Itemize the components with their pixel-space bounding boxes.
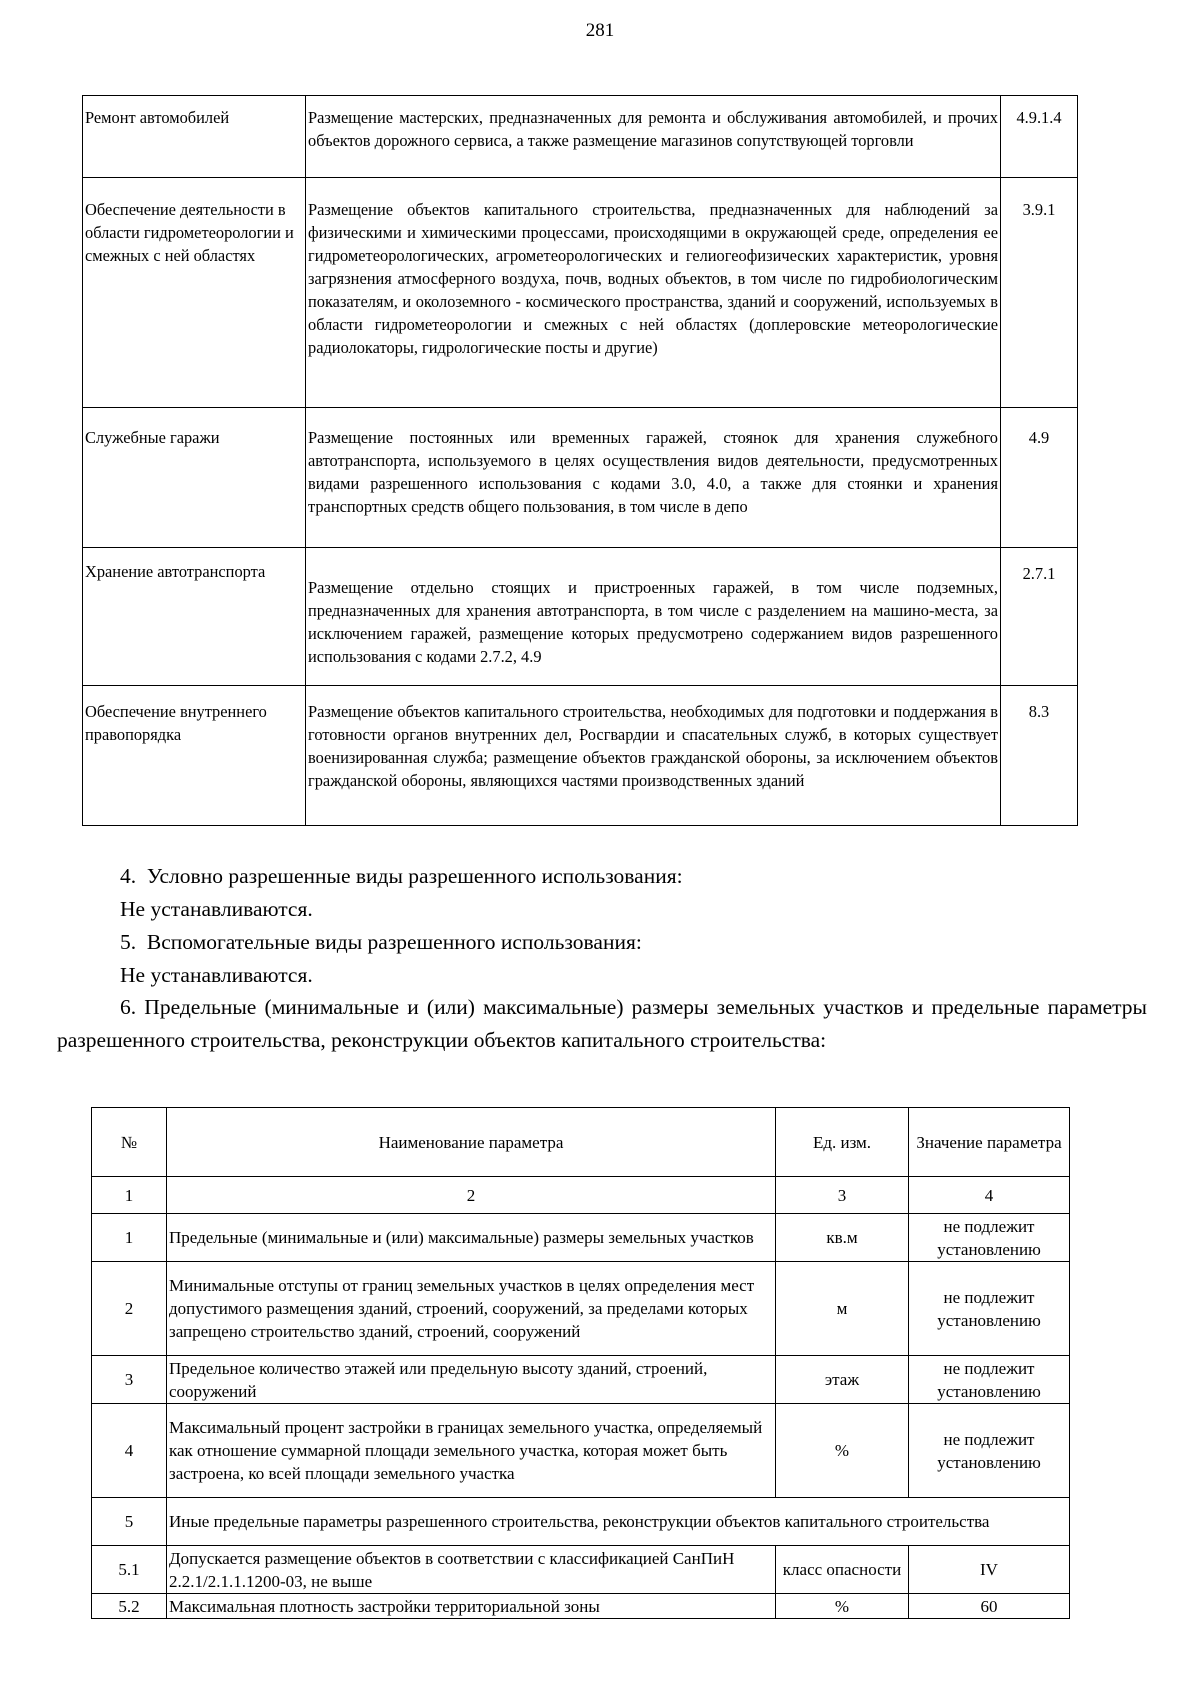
- use-name: Хранение автотранспорта: [83, 548, 306, 686]
- use-name: Обеспечение внутреннего правопорядка: [83, 686, 306, 826]
- section-4-heading: 4. Условно разрешенные виды разрешенного использования:: [120, 864, 683, 888]
- header-value: Значение параметра: [909, 1108, 1070, 1177]
- param-unit: м: [776, 1262, 909, 1356]
- section-5-heading: 5. Вспомогательные виды разрешенного использования:: [120, 930, 642, 954]
- param-value: не подлежит установлению: [909, 1214, 1070, 1262]
- use-description: Размещение объектов капитального строительства, необходимых для подготовки и поддержания в готовности органов внутренних дел, Росгвардии и спасательных служб, в которых существует военизированная служба; размещение объектов гражданской обороны, за исключением объектов гражданской обороны, являющихся частями производственных зданий: [306, 686, 1001, 826]
- table-row: [83, 178, 1078, 408]
- section-4-value: Не устанавливаются.: [120, 897, 313, 921]
- section-6-heading: 6. Предельные (минимальные и (или) максимальные) размеры земельных участков и предельные параметры разрешенного строительства, реконструкции объектов капитального строительства:: [57, 995, 1147, 1052]
- param-num: 2: [92, 1262, 167, 1356]
- table-row: [92, 1214, 1070, 1262]
- section-5-value: Не устанавливаются.: [120, 963, 313, 987]
- parameters-table: [91, 1107, 1070, 1619]
- use-description: Размещение объектов капитального строительства, предназначенных для наблюдений за физическими и химическими процессами, происходящими в окружающей среде, определения ее гидрометеорологических, агрометеорологических и гелиогеофизических характеристик, уровня загрязнения атмосферного воздуха, почв, водных объектов, в том числе по гидробиологическим показателям, и околоземного - космического пространства, зданий и сооружений, используемых в области гидрометеорологии и смежных с ней областях (доплеровские метеорологические радиолокаторы, гидрологические посты и другие): [306, 178, 1001, 408]
- param-name: Максимальный процент застройки в границах земельного участка, определяемый как отношение суммарной площади земельного участка, которая может быть застроена, ко всей площади земельного участка: [167, 1404, 776, 1498]
- param-name: Допускается размещение объектов в соответствии с классификацией СанПиН 2.2.1/2.1.1.1200-03, не выше: [167, 1546, 776, 1594]
- param-num: 4: [92, 1404, 167, 1498]
- table-row: [92, 1262, 1070, 1356]
- column-index: 3: [776, 1177, 909, 1214]
- header-num: №: [92, 1108, 167, 1177]
- use-code: 3.9.1: [1001, 178, 1078, 408]
- param-value: не подлежит установлению: [909, 1262, 1070, 1356]
- param-value: 60: [909, 1594, 1070, 1619]
- header-name: Наименование параметра: [167, 1108, 776, 1177]
- header-unit: Ед. изм.: [776, 1108, 909, 1177]
- column-index: 1: [92, 1177, 167, 1214]
- param-unit: класс опасности: [776, 1546, 909, 1594]
- use-description: Размещение отдельно стоящих и пристроенных гаражей, в том числе подземных, предназначенных для хранения автотранспорта, в том числе с разделением на машино-места, за исключением гаражей, размещение которых предусмотрено содержанием видов разрешенного использования с кодами 2.7.2, 4.9: [306, 548, 1001, 686]
- use-code: 4.9.1.4: [1001, 96, 1078, 178]
- param-value: IV: [909, 1546, 1070, 1594]
- param-unit: %: [776, 1404, 909, 1498]
- column-index-row: [92, 1177, 1070, 1214]
- use-description: Размещение постоянных или временных гаражей, стоянок для хранения служебного автотранспорта, используемого в целях осуществления видов деятельности, предусмотренных видами разрешенного использования с кодами 3.0, 4.0, а также для стоянки и хранения транспортных средств общего пользования, в том числе в депо: [306, 408, 1001, 548]
- table-row: [92, 1356, 1070, 1404]
- column-index: 4: [909, 1177, 1070, 1214]
- table-header-row: [92, 1108, 1070, 1177]
- table-row: [83, 686, 1078, 826]
- table-row: [92, 1404, 1070, 1498]
- table-row: [83, 548, 1078, 686]
- param-unit: этаж: [776, 1356, 909, 1404]
- use-description: Размещение мастерских, предназначенных для ремонта и обслуживания автомобилей, и прочих объектов дорожного сервиса, а также размещение магазинов сопутствующей торговли: [306, 96, 1001, 178]
- param-name: Предельные (минимальные и (или) максимальные) размеры земельных участков: [167, 1214, 776, 1262]
- param-num: 3: [92, 1356, 167, 1404]
- column-index: 2: [167, 1177, 776, 1214]
- use-code: 2.7.1: [1001, 548, 1078, 686]
- page-number: 281: [585, 20, 615, 41]
- param-num: 5.1: [92, 1546, 167, 1594]
- param-num: 1: [92, 1214, 167, 1262]
- use-name: Обеспечение деятельности в области гидрометеорологии и смежных с ней областях: [83, 178, 306, 408]
- param-name: Минимальные отступы от границ земельных участков в целях определения мест допустимого размещения зданий, строений, сооружений, за пределами которых запрещено строительство зданий, строений, сооружений: [167, 1262, 776, 1356]
- param-name: Иные предельные параметры разрешенного строительства, реконструкции объектов капитального строительства: [167, 1498, 1070, 1546]
- table-row: [92, 1546, 1070, 1594]
- use-name: Ремонт автомобилей: [83, 96, 306, 178]
- param-name: Предельное количество этажей или предельную высоту зданий, строений, сооружений: [167, 1356, 776, 1404]
- use-code: 8.3: [1001, 686, 1078, 826]
- param-num: 5: [92, 1498, 167, 1546]
- use-code: 4.9: [1001, 408, 1078, 548]
- param-value: не подлежит установлению: [909, 1404, 1070, 1498]
- use-name: Служебные гаражи: [83, 408, 306, 548]
- table-row: [83, 408, 1078, 548]
- table-row: [83, 96, 1078, 178]
- table-row: [92, 1498, 1070, 1546]
- param-name: Максимальная плотность застройки территориальной зоны: [167, 1594, 776, 1619]
- permitted-uses-table: [82, 95, 1078, 826]
- param-num: 5.2: [92, 1594, 167, 1619]
- param-unit: %: [776, 1594, 909, 1619]
- param-value: не подлежит установлению: [909, 1356, 1070, 1404]
- param-unit: кв.м: [776, 1214, 909, 1262]
- table-row: [92, 1594, 1070, 1619]
